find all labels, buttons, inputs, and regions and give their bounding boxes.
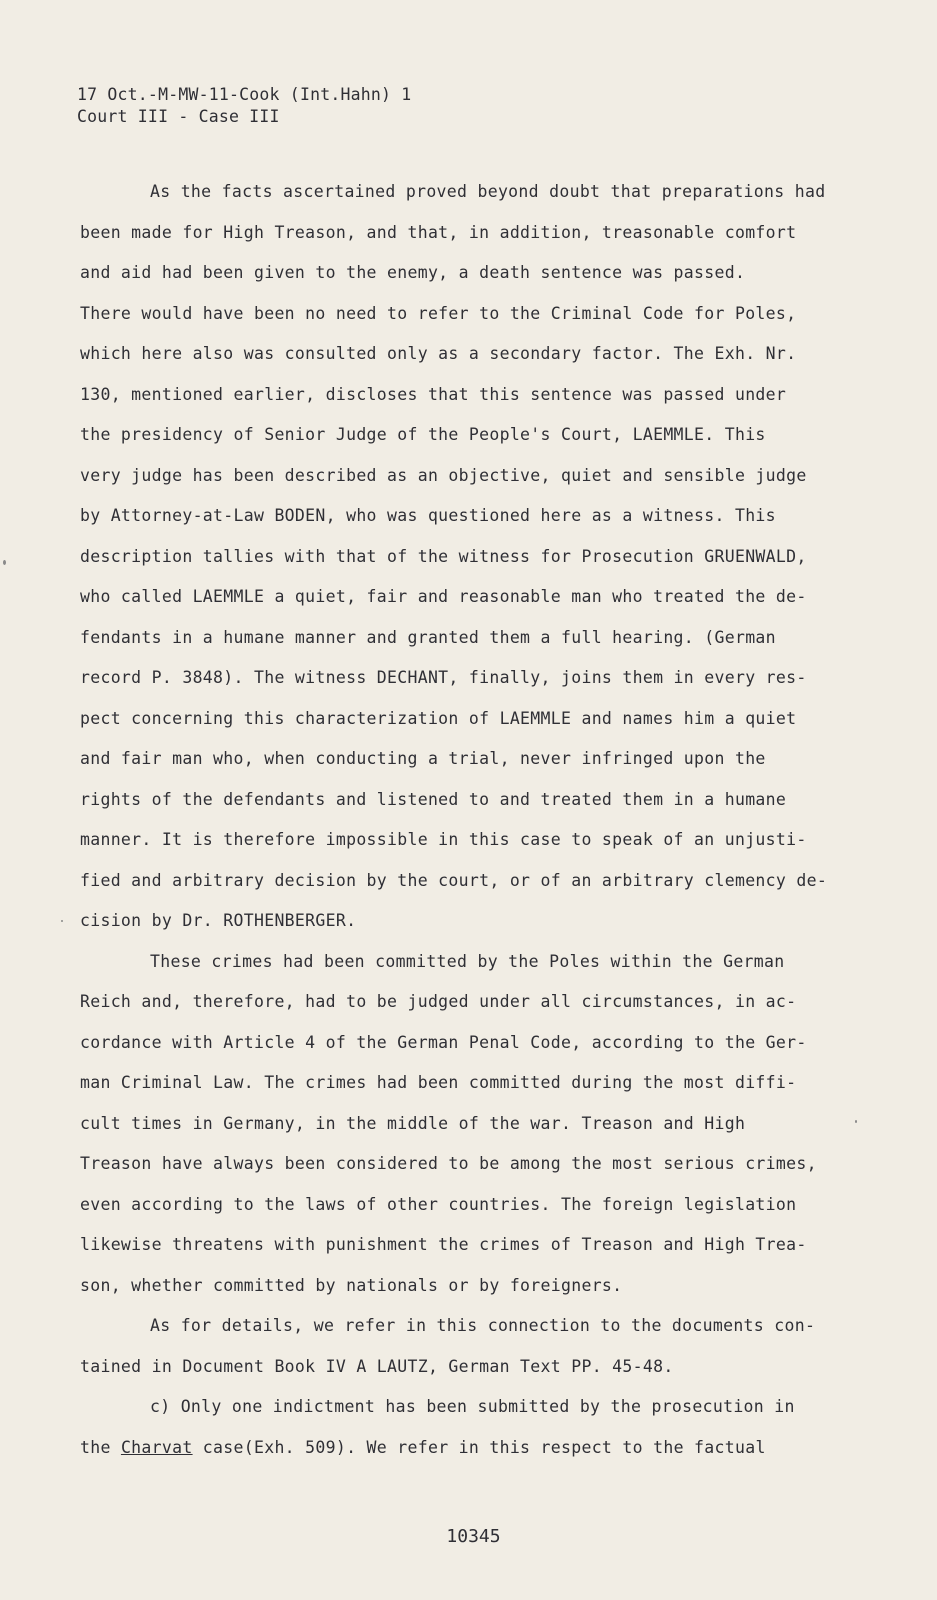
text-line: who called LAEMMLE a quiet, fair and reasonable man who treated the de- xyxy=(80,587,807,606)
paragraph-4 xyxy=(80,1387,850,1468)
text-line: pect concerning this characterization of LAEMMLE and names him a quiet xyxy=(80,708,797,728)
text-line: description tallies with that of the witness for Prosecution GRUENWALD, xyxy=(80,546,807,566)
text-line: fendants in a humane manner and granted them a full hearing. (German xyxy=(80,627,776,647)
paper-speck xyxy=(61,920,63,922)
text-line: likewise threatens with punishment the crimes of Treason and High Trea- xyxy=(80,1235,807,1254)
header-reference-line: 17 Oct.-M-MW-11-Cook (Int.Hahn) 1 xyxy=(77,85,412,104)
text-line: which here also was consulted only as a secondary factor. The Exh. Nr. xyxy=(80,344,797,363)
text-line: As the facts ascertained proved beyond doubt that preparations had xyxy=(150,182,826,201)
text-line: rights of the defendants and listened to and treated them in a humane xyxy=(80,789,787,809)
paper-speck xyxy=(855,1120,857,1123)
text-line: even according to the laws of other countries. The foreign legislation xyxy=(80,1194,797,1214)
text-line: fied and arbitrary decision by the court, or of an arbitrary clemency de- xyxy=(80,870,828,890)
text-line: by Attorney-at-Law BODEN, who was questioned here as a witness. This xyxy=(80,506,776,525)
text-line: Treason have always been considered to be among the most serious crimes, xyxy=(80,1154,817,1173)
text-line: There would have been no need to refer to the Criminal Code for Poles, xyxy=(80,303,797,323)
text-line: These crimes had been committed by the Poles within the German xyxy=(150,951,785,971)
text-line: c) Only one indictment has been submitted by the prosecution in xyxy=(150,1397,795,1416)
text-line: cordance with Article 4 of the German Penal Code, according to the Ger- xyxy=(80,1032,807,1052)
text-line: As for details, we refer in this connection to the documents con- xyxy=(150,1316,816,1335)
paragraph-1 xyxy=(80,172,850,942)
document-header xyxy=(77,84,411,128)
paragraph-2 xyxy=(80,942,850,1307)
text-line: the presidency of Senior Judge of the People's Court, LAEMMLE. This xyxy=(80,425,766,444)
text-line: record P. 3848). The witness DECHANT, finally, joins them in every res- xyxy=(80,668,807,687)
text-line: son, whether committed by nationals or by foreigners. xyxy=(80,1275,623,1295)
page-number: 10345 xyxy=(446,1526,501,1547)
text-line: man Criminal Law. The crimes had been committed during the most diffi- xyxy=(80,1073,797,1092)
paragraph-3 xyxy=(80,1306,850,1387)
text-line: 130, mentioned earlier, discloses that this sentence was passed under xyxy=(80,384,787,404)
text-line-with-case-name xyxy=(80,1428,850,1469)
text-line: been made for High Treason, and that, in addition, treasonable comfort xyxy=(80,222,797,242)
text-fragment: case(Exh. 509). We refer in this respect to the factual xyxy=(192,1437,766,1457)
case-name-underlined: Charvat xyxy=(120,1437,193,1457)
header-court-line: Court III - Case III xyxy=(77,107,280,126)
text-line: Reich and, therefore, had to be judged under all circumstances, in ac- xyxy=(80,992,797,1011)
text-line: cult times in Germany, in the middle of the war. Treason and High xyxy=(80,1113,746,1133)
paper-speck xyxy=(3,560,6,565)
text-line: cision by Dr. ROTHENBERGER. xyxy=(80,911,357,930)
text-line: and fair man who, when conducting a trial, never infringed upon the xyxy=(80,749,766,768)
text-line: and aid had been given to the enemy, a death sentence was passed. xyxy=(80,263,746,282)
text-fragment: the xyxy=(80,1437,121,1457)
text-line: tained in Document Book IV A LAUTZ, German Text PP. 45-48. xyxy=(80,1356,674,1376)
document-body xyxy=(80,172,850,1468)
text-line: very judge has been described as an objective, quiet and sensible judge xyxy=(80,465,807,485)
text-line: manner. It is therefore impossible in this case to speak of an unjusti- xyxy=(80,830,807,849)
